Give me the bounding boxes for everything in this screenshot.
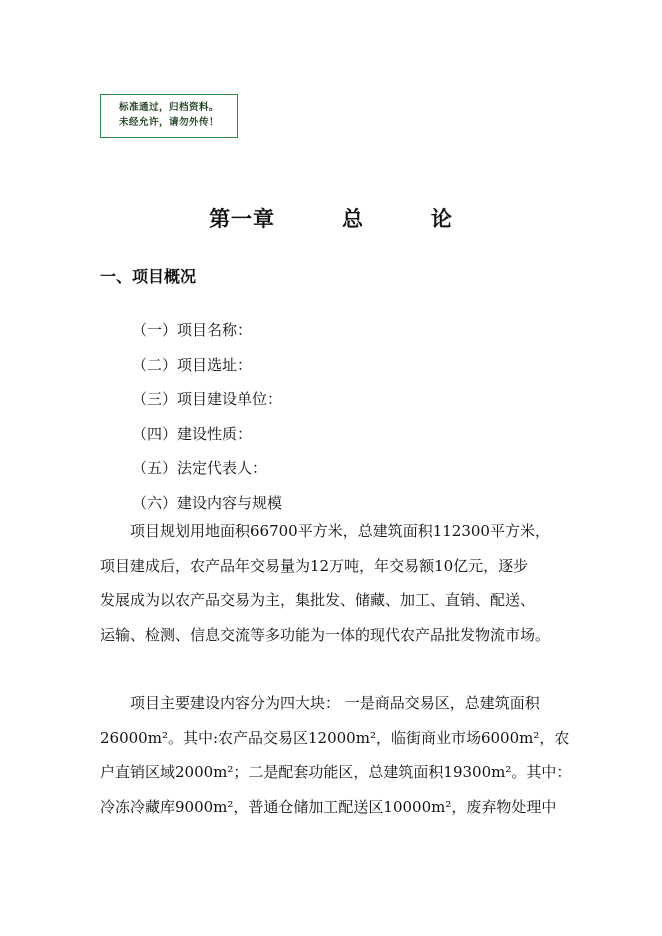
stamp-line-1: 标准通过，归档资料。 <box>118 102 219 113</box>
paragraph-line: 项目规划用地面积66700平方米，总建筑面积112300平方米， <box>100 522 550 540</box>
section-heading: 一、项目概况 <box>100 267 197 286</box>
list-item-legal-representative: （五）法定代表人： <box>132 459 268 477</box>
stamp-line-2: 未经允许，请勿外传！ <box>118 117 219 128</box>
paragraph-line: 运输、检测、信息交流等多功能为一体的现代农产品批发物流市场。 <box>100 625 551 644</box>
list-item-project-name: （一）项目名称： <box>132 321 253 339</box>
paragraph-line: 户直销区域2000m²；二是配套功能区，总建筑面积19300m²。其中： <box>100 763 572 781</box>
paragraph-construction-content <box>100 686 572 824</box>
project-overview-list <box>132 313 282 520</box>
list-item-construction-unit: （三）项目建设单位： <box>132 390 283 408</box>
chapter-title: 第一章 总 论 <box>209 207 453 231</box>
paragraph-line: 发展成为以农产品交易为主，集批发、储藏、加工、直销、配送、 <box>100 591 536 609</box>
paragraph-line: 项目建成后，农产品年交易量为12万吨，年交易额10亿元，逐步 <box>100 556 529 575</box>
list-item-construction-scope: （六）建设内容与规模 <box>132 493 283 512</box>
confidentiality-stamp <box>100 94 238 138</box>
paragraph-land-area <box>100 514 558 652</box>
list-item-project-site: （二）项目选址： <box>132 355 253 374</box>
list-item-construction-nature: （四）建设性质： <box>132 424 253 443</box>
paragraph-line: 项目主要建设内容分为四大块： 一是商品交易区，总建筑面积 <box>100 694 540 712</box>
paragraph-line: 26000m²。其中:农产品交易区12000m²，临街商业市场6000m²，农 <box>100 728 570 747</box>
paragraph-line: 冷冻冷藏库9000m²，普通仓储加工配送区10000m²，废弃物处理中 <box>100 797 557 816</box>
